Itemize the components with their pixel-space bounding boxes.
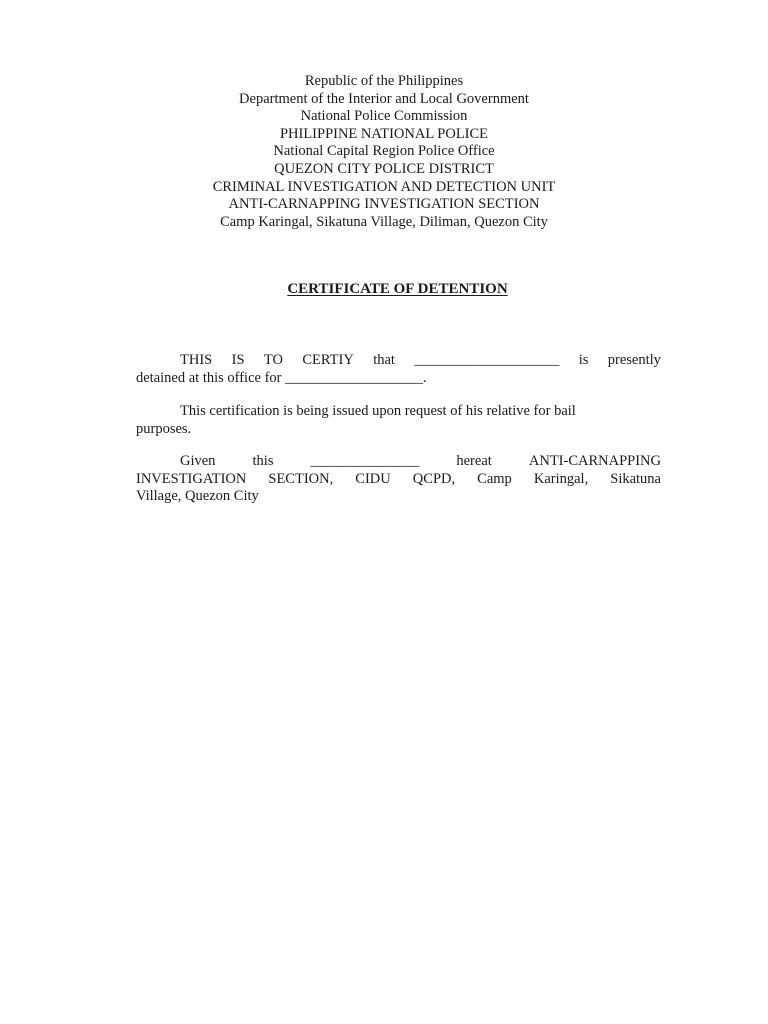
word: ANTI-CARNAPPING (528, 453, 661, 469)
document-title: CERTIFICATE OF DETENTION (287, 281, 508, 297)
paragraph-given-line-1 (136, 453, 661, 471)
word: this (252, 453, 274, 469)
word: TO (263, 352, 283, 368)
name-blank: ____________________ (414, 352, 560, 368)
paragraph-certify-line-1 (136, 352, 661, 370)
word: IS (231, 352, 245, 368)
word: Camp (477, 470, 512, 487)
word: THIS (180, 352, 213, 368)
letterhead-line-republic: Republic of the Philippines (304, 73, 464, 89)
paragraph-given (136, 453, 661, 506)
paragraph-certify (136, 352, 661, 387)
letterhead-line-dilg: Department of the Interior and Local Government (239, 90, 529, 107)
date-blank: _______________ (310, 453, 420, 469)
letterhead-line-ncrpo: National Capital Region Police Office (273, 143, 495, 160)
paragraph-request (136, 403, 661, 438)
letterhead (0, 73, 768, 231)
paragraph-certify-line-2: detained at this office for ___________________. (136, 369, 427, 386)
word: is (578, 352, 589, 368)
word: hereat (456, 453, 492, 469)
word: CIDU (355, 470, 391, 487)
letterhead-line-address: Camp Karingal, Sikatuna Village, Diliman, Quezon City (220, 213, 548, 230)
word: INVESTIGATION (136, 470, 247, 487)
paragraph-given-line-2 (136, 471, 661, 489)
paragraph-request-line-1 (136, 403, 661, 421)
word: presently (607, 352, 661, 368)
paragraph-request-line-2: purposes. (136, 420, 192, 437)
paragraph-request-text: This certification is being issued upon request of his relative for bail (180, 403, 576, 419)
letterhead-line-section: ANTI-CARNAPPING INVESTIGATION SECTION (228, 196, 540, 213)
word: Given (180, 453, 216, 469)
letterhead-line-pnp: PHILIPPINE NATIONAL POLICE (279, 125, 489, 142)
letterhead-line-qcpd: QUEZON CITY POLICE DISTRICT (274, 160, 494, 177)
word: that (373, 352, 395, 368)
paragraph-given-line-3: Village, Quezon City (136, 488, 259, 505)
word: Sikatuna (610, 470, 661, 487)
word: QCPD, (412, 470, 456, 487)
word: SECTION, (268, 470, 334, 487)
word: Karingal, (533, 470, 589, 487)
letterhead-line-napolcom: National Police Commission (300, 108, 468, 125)
letterhead-line-cidu: CRIMINAL INVESTIGATION AND DETECTION UNIT (212, 178, 556, 195)
word: CERTIY (302, 352, 354, 368)
